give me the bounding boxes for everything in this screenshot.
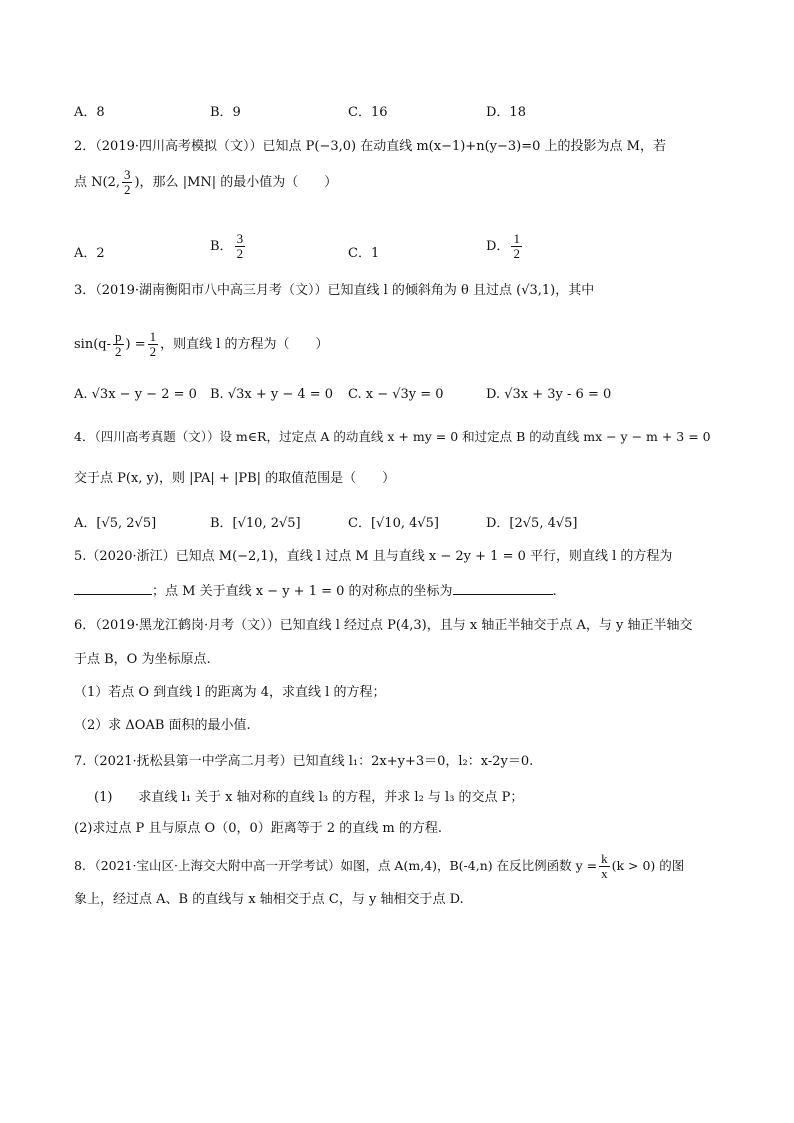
- q3-line2: [74, 330, 754, 359]
- q6-line2: 于点 B，O 为坐标原点.: [74, 652, 211, 667]
- q8-line1-post: (k > 0) 的图: [611, 858, 685, 873]
- q3-frac1-num: p: [115, 329, 122, 344]
- q4-line2: 交于点 P(x, y)，则 |PA| + |PB| 的取值范围是（ ）: [74, 471, 396, 486]
- q3-option-d: D. √3x + 3y - 6 = 0: [486, 387, 612, 402]
- q8-frac-den: x: [601, 866, 608, 881]
- q3-line1: 3．（2019·湖南衡阳市八中高三月考（文））已知直线 l 的倾斜角为 θ 且过点 (√3,1)，其中: [74, 283, 595, 298]
- q5-line1: 5.（2020·浙江）已知点 M(−2,1)，直线 l 过点 M 且与直线 x − 2y + 1 = 0 平行，则直线 l 的方程为: [74, 549, 673, 564]
- q4-option-b: B．[√10, 2√5]: [210, 516, 301, 531]
- q2-option-d-den: 2: [513, 246, 520, 261]
- q2-option-d-num: 1: [513, 231, 520, 246]
- q2-line2-post: )，那么 |MN| 的最小值为（ ）: [134, 175, 338, 190]
- q5-line2: [74, 580, 754, 602]
- q3-frac2-num: 1: [149, 329, 157, 344]
- q1-option-a: A．8: [74, 105, 105, 120]
- q2-line1: 2．（2019·四川高考模拟（文））已知点 P(−3,0) 在动直线 m(x−1)+n(y−3)=0 上的投影为点 M，若: [74, 139, 666, 154]
- q2-fraction-num: 3: [123, 167, 131, 182]
- q2-option-b-label: B．: [210, 239, 233, 254]
- q3-option-b: B. √3x + y − 4 = 0: [210, 387, 334, 402]
- q2-line2-pre: 点 N(2,: [74, 175, 120, 190]
- q3-frac1-den: 2: [115, 344, 122, 359]
- q5-line2-end: .: [552, 584, 557, 599]
- q2-option-c: C．1: [348, 246, 380, 261]
- q4-option-d: D．[2√5, 4√5]: [486, 516, 578, 531]
- q1-option-c: C．16: [348, 105, 388, 120]
- q2-option-b: [210, 232, 247, 261]
- q3-equals: ) =: [125, 337, 146, 352]
- q3-frac2-den: 2: [149, 344, 157, 359]
- q2-option-d: [486, 232, 524, 261]
- q5-blank-1: [74, 580, 152, 595]
- q2-option-a: A．2: [74, 246, 105, 261]
- q7-sub1: (1) 求直线 l₁ 关于 x 轴对称的直线 l₃ 的方程，并求 l₂ 与 l₃ 的交点 P；: [94, 790, 524, 805]
- q8-frac-num: k: [601, 851, 608, 866]
- q8-line2: 象上，经过点 A、B 的直线与 x 轴相交于点 C，与 y 轴相交于点 D.: [74, 892, 464, 907]
- q2-option-d-label: D．: [486, 239, 510, 254]
- q2-option-b-num: 3: [236, 231, 244, 246]
- q6-sub2: （2）求 ΔOAB 面积的最小值.: [74, 718, 251, 733]
- q3-sin-expression: sin(q-: [74, 337, 111, 352]
- q3-option-c: C. x − √3y = 0: [348, 387, 444, 402]
- q8-line1: [74, 852, 754, 881]
- q7-sub2: (2)求过点 P 且与原点 O（0，0）距离等于 2 的直线 m 的方程.: [74, 821, 443, 836]
- q4-option-c: C．[√10, 4√5]: [348, 516, 440, 531]
- q3-option-a: A. √3x − y − 2 = 0: [74, 387, 197, 402]
- q2-fraction-den: 2: [123, 182, 131, 197]
- q1-option-b: B．9: [210, 105, 241, 120]
- q2-option-b-den: 2: [236, 246, 244, 261]
- q4-line1: 4．（四川高考真题（文））设 m∈R，过定点 A 的动直线 x + my = 0 和过定点 B 的动直线 mx − y − m + 3 = 0: [74, 429, 711, 444]
- q8-line1-pre: 8．（2021·宝山区·上海交大附中高一开学考试）如图，点 A(m,4)，B(-4,n) 在反比例函数 y =: [74, 858, 598, 873]
- q2-fraction: [122, 168, 133, 197]
- q4-option-a: A．[√5, 2√5]: [74, 516, 157, 531]
- q1-option-d: D．18: [486, 105, 526, 120]
- q5-line2-mid: ；点 M 关于直线 x − y + 1 = 0 的对称点的坐标为: [152, 584, 453, 599]
- q2-line2: [74, 168, 754, 197]
- q6-sub1: （1）若点 O 到直线 l 的距离为 4，求直线 l 的方程；: [74, 685, 386, 700]
- q5-blank-2: [453, 580, 553, 595]
- q6-line1: 6．（2019·黑龙江鹤岗·月考（文））已知直线 l 经过点 P(4,3)，且与 x 轴正半轴交于点 A，与 y 轴正半轴交: [74, 618, 693, 633]
- q3-line2-post: ，则直线 l 的方程为（ ）: [160, 337, 329, 352]
- q7-line1: 7.（2021·抚松县第一中学高二月考）已知直线 l₁：2x+y+3＝0，l₂：x-2y＝0.: [74, 754, 534, 769]
